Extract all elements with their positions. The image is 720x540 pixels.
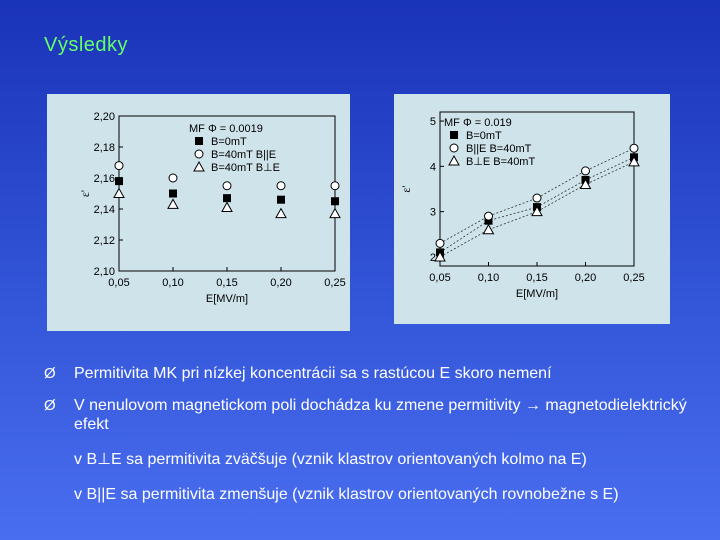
data-point	[484, 225, 494, 234]
x-tick-label: 0,15	[216, 277, 238, 289]
chart-left-panel	[47, 94, 350, 331]
x-tick-label: 0,10	[477, 272, 500, 284]
legend-marker	[195, 137, 203, 145]
y-tick-label: 2,16	[93, 173, 115, 185]
data-point	[582, 167, 590, 175]
data-point	[223, 182, 231, 190]
bullet-text: V nenulovom magnetickom poli dochádza ku zmene permitivity → magnetodielektrický efekt	[74, 397, 687, 433]
x-tick-label: 0,20	[270, 277, 292, 289]
chart-right	[394, 94, 670, 324]
legend-title: MF Φ = 0.019	[444, 117, 512, 129]
data-point	[277, 196, 285, 204]
data-point	[331, 182, 339, 190]
data-point	[533, 194, 541, 202]
sub-line: v B⊥E sa permitivita zväčšuje (vznik klastrov orientovaných kolmo na E)	[74, 451, 587, 468]
legend-marker	[194, 162, 204, 171]
bullet-item	[44, 364, 704, 383]
chart-left	[47, 94, 350, 331]
arrow-bullet-icon: Ø	[44, 365, 56, 382]
data-point	[169, 190, 177, 198]
data-point	[169, 174, 177, 182]
x-tick-label: 0,25	[324, 277, 346, 289]
data-point	[168, 199, 178, 208]
legend-label: B=40mT B⊥E	[211, 162, 280, 174]
slide-title: Výsledky	[44, 34, 129, 56]
y-tick-label: 5	[429, 116, 436, 129]
chart-right-panel	[394, 94, 670, 324]
bullet-item	[44, 396, 704, 434]
y-tick-label: 2,12	[93, 235, 115, 247]
data-point	[630, 144, 638, 152]
data-point	[223, 194, 231, 202]
x-axis-label: E[MV/m]	[515, 288, 559, 300]
bullet-text: Permitivita MK pri nízkej koncentrácii sa s rastúcou E skoro nemení	[74, 365, 552, 382]
data-point	[436, 239, 444, 247]
legend-label: B=0mT	[466, 130, 502, 142]
legend-label: B||E B=40mT	[466, 143, 532, 155]
data-point	[276, 209, 286, 218]
x-tick-label: 0,25	[623, 272, 645, 284]
legend-marker	[449, 156, 459, 165]
y-tick-label: 2	[429, 251, 436, 264]
data-point	[331, 197, 339, 205]
legend-label: B=0mT	[211, 136, 247, 148]
legend-label: B⊥E B=40mT	[466, 156, 536, 168]
y-tick-label: 2,14	[93, 204, 115, 216]
x-tick-label: 0,05	[429, 272, 451, 284]
legend-title: MF Φ = 0.0019	[189, 123, 263, 135]
y-tick-label: 4	[429, 161, 436, 174]
legend-marker	[195, 150, 203, 158]
y-tick-label: 2,10	[93, 266, 115, 278]
x-tick-label: 0,15	[526, 272, 548, 284]
data-point	[330, 209, 340, 218]
x-axis-label: E[MV/m]	[205, 293, 249, 305]
data-point	[115, 162, 123, 170]
legend-marker	[450, 131, 458, 139]
x-tick-label: 0,10	[162, 277, 184, 289]
y-tick-label: 3	[429, 206, 436, 219]
arrow-bullet-icon: Ø	[44, 397, 56, 414]
legend-label: B=40mT B||E	[211, 149, 277, 161]
y-tick-label: 2,20	[93, 111, 115, 123]
data-point	[115, 177, 123, 185]
data-point	[485, 212, 493, 220]
x-tick-label: 0,05	[108, 277, 130, 289]
legend-marker	[450, 144, 458, 152]
data-point	[277, 182, 285, 190]
data-point	[222, 202, 232, 211]
y-axis-label: ε'	[399, 185, 413, 193]
y-tick-label: 2,18	[93, 142, 115, 154]
data-point	[114, 189, 124, 198]
y-axis-label: ε'	[78, 189, 92, 198]
x-tick-label: 0,20	[574, 272, 597, 284]
bullet-list	[44, 364, 704, 504]
sub-line: v B||E sa permitivita zmenšuje (vznik klastrov orientovaných rovnobežne s E)	[74, 486, 619, 503]
